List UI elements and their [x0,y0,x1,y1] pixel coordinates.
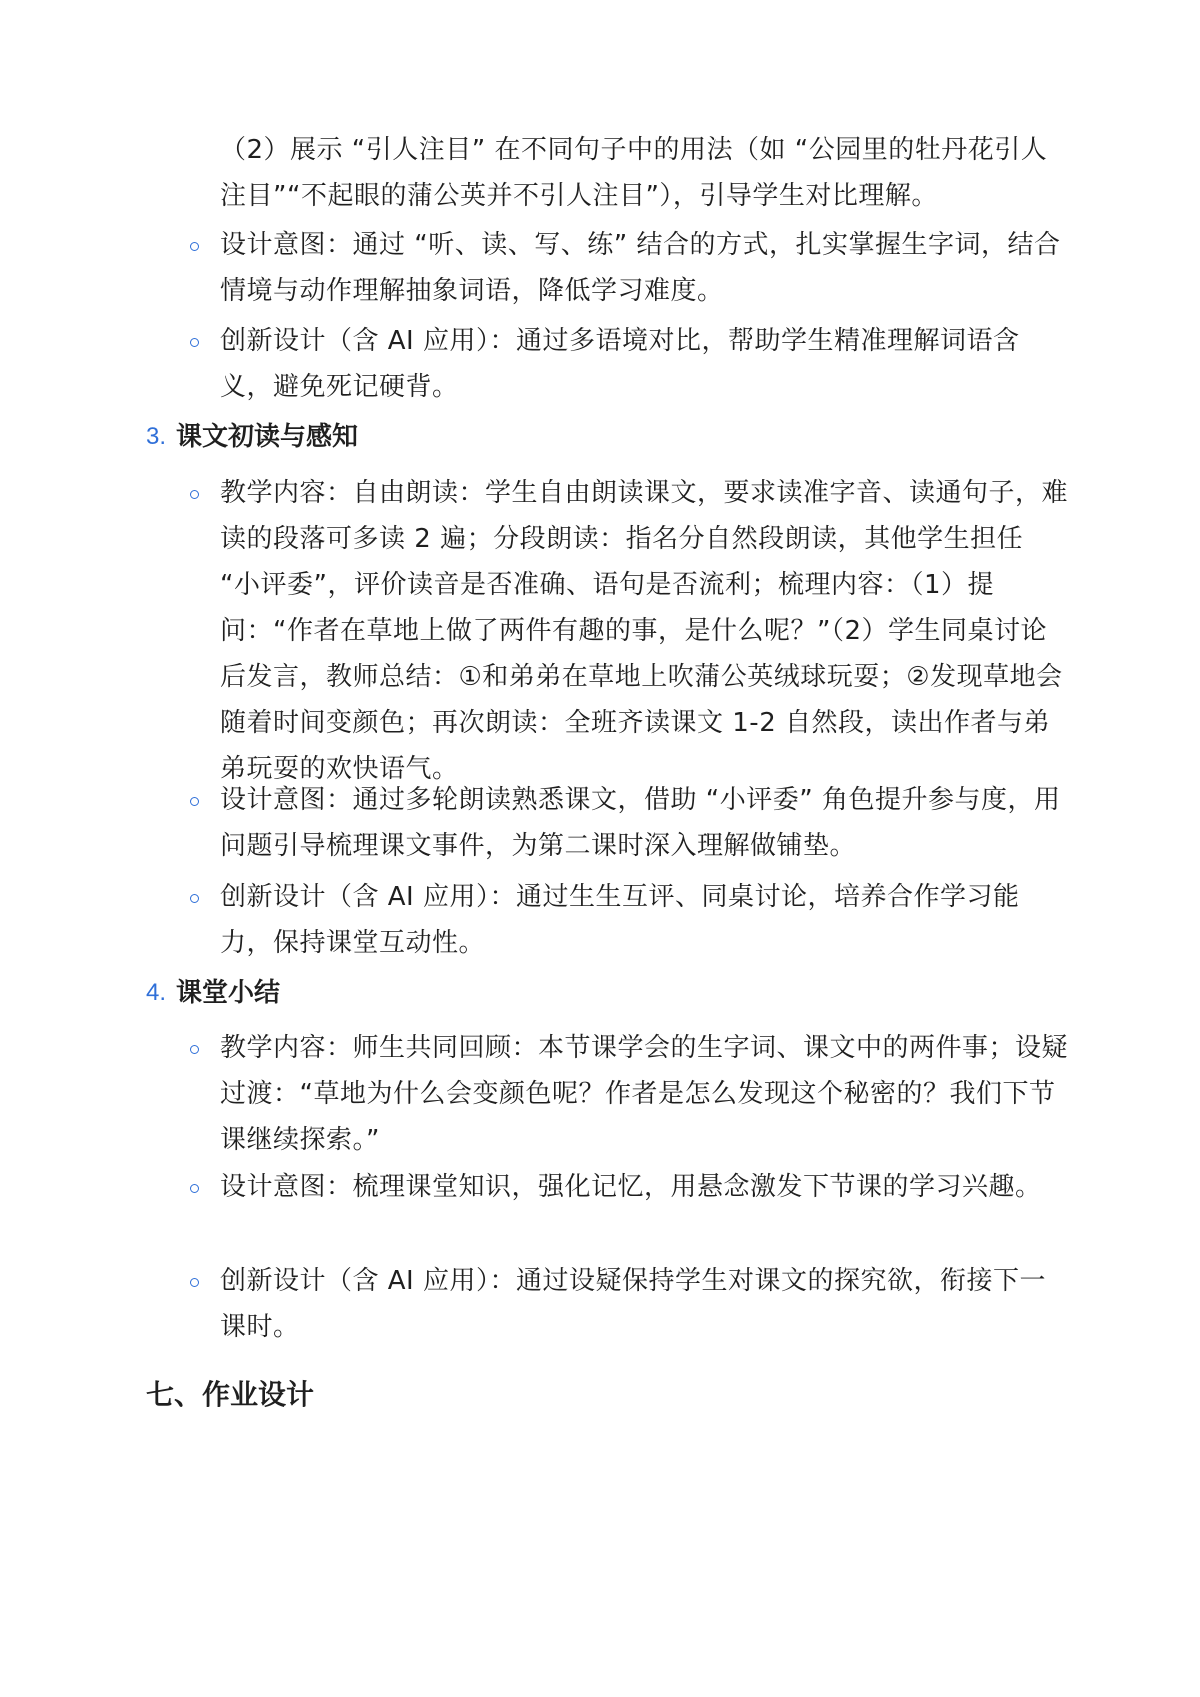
bullet-circle-icon [190,242,199,251]
bullet-circle-icon [190,894,199,903]
design-intent-text: 设计意图：通过多轮朗读熟悉课文，借助 “小评委” 角色提升参与度，用问题引导梳理课文事件，为第二课时深入理解做铺垫。 [220,785,1061,861]
innovation-design-text: 创新设计（含 AI 应用）：通过生生互评、同桌讨论，培养合作学习能力，保持课堂互动性。 [220,882,1020,958]
bullet-circle-icon [190,1045,199,1054]
teaching-content-text: 教学内容：自由朗读：学生自由朗读课文，要求读准字音、读通句子，难读的段落可多读 2 遍；分段朗读：指名分自然段朗读，其他学生担任 “小评委”，评价读音是否准确、语句是否流利；梳理内容：（1）提问：“作者在草地上做了两件有趣的事，是什么呢？”（2）学生同桌讨论后发言，教师总结：①和弟弟在草地上吹蒲公英绒球玩耍；②发现草地会随着时间变颜色；再次朗读：全班齐读课文 1-2 自然段，读出作者与弟弟玩耍的欢快语气。 [220,478,1069,784]
bullet-circle-icon [190,338,199,347]
design-intent-text: 设计意图：通过 “听、读、写、练” 结合的方式，扎实掌握生字词，结合情境与动作理解抽象词语，降低学习难度。 [220,230,1061,306]
teaching-content-text: 教学内容：师生共同回顾：本节课学会的生字词、课文中的两件事；设疑过渡：“草地为什么会变颜色呢？作者是怎么发现这个秘密的？我们下节课继续探索。” [220,1033,1069,1155]
bullet-circle-icon [190,490,199,499]
bullet-circle-icon [190,797,199,806]
intro-paragraph: （2）展示 “引人注目” 在不同句子中的用法（如 “公园里的牡丹花引人注目”“不起眼的蒲公英并不引人注目”），引导学生对比理解。 [220,135,1048,211]
chapter-title: 七、作业设计 [146,1378,315,1411]
section-number: 3. [146,423,167,450]
innovation-design-text: 创新设计（含 AI 应用）：通过设疑保持学生对课文的探究欲，衔接下一课时。 [220,1266,1046,1342]
innovation-design-text: 创新设计（含 AI 应用）：通过多语境对比，帮助学生精准理解词语含义，避免死记硬背。 [220,326,1020,402]
bullet-circle-icon [190,1278,199,1287]
section-title: 课文初读与感知 [176,422,359,452]
section-title: 课堂小结 [176,978,281,1008]
bullet-circle-icon [190,1184,199,1193]
section-number: 4. [146,979,167,1006]
design-intent-text: 设计意图：梳理课堂知识，强化记忆，用悬念激发下节课的学习兴趣。 [220,1172,1042,1202]
